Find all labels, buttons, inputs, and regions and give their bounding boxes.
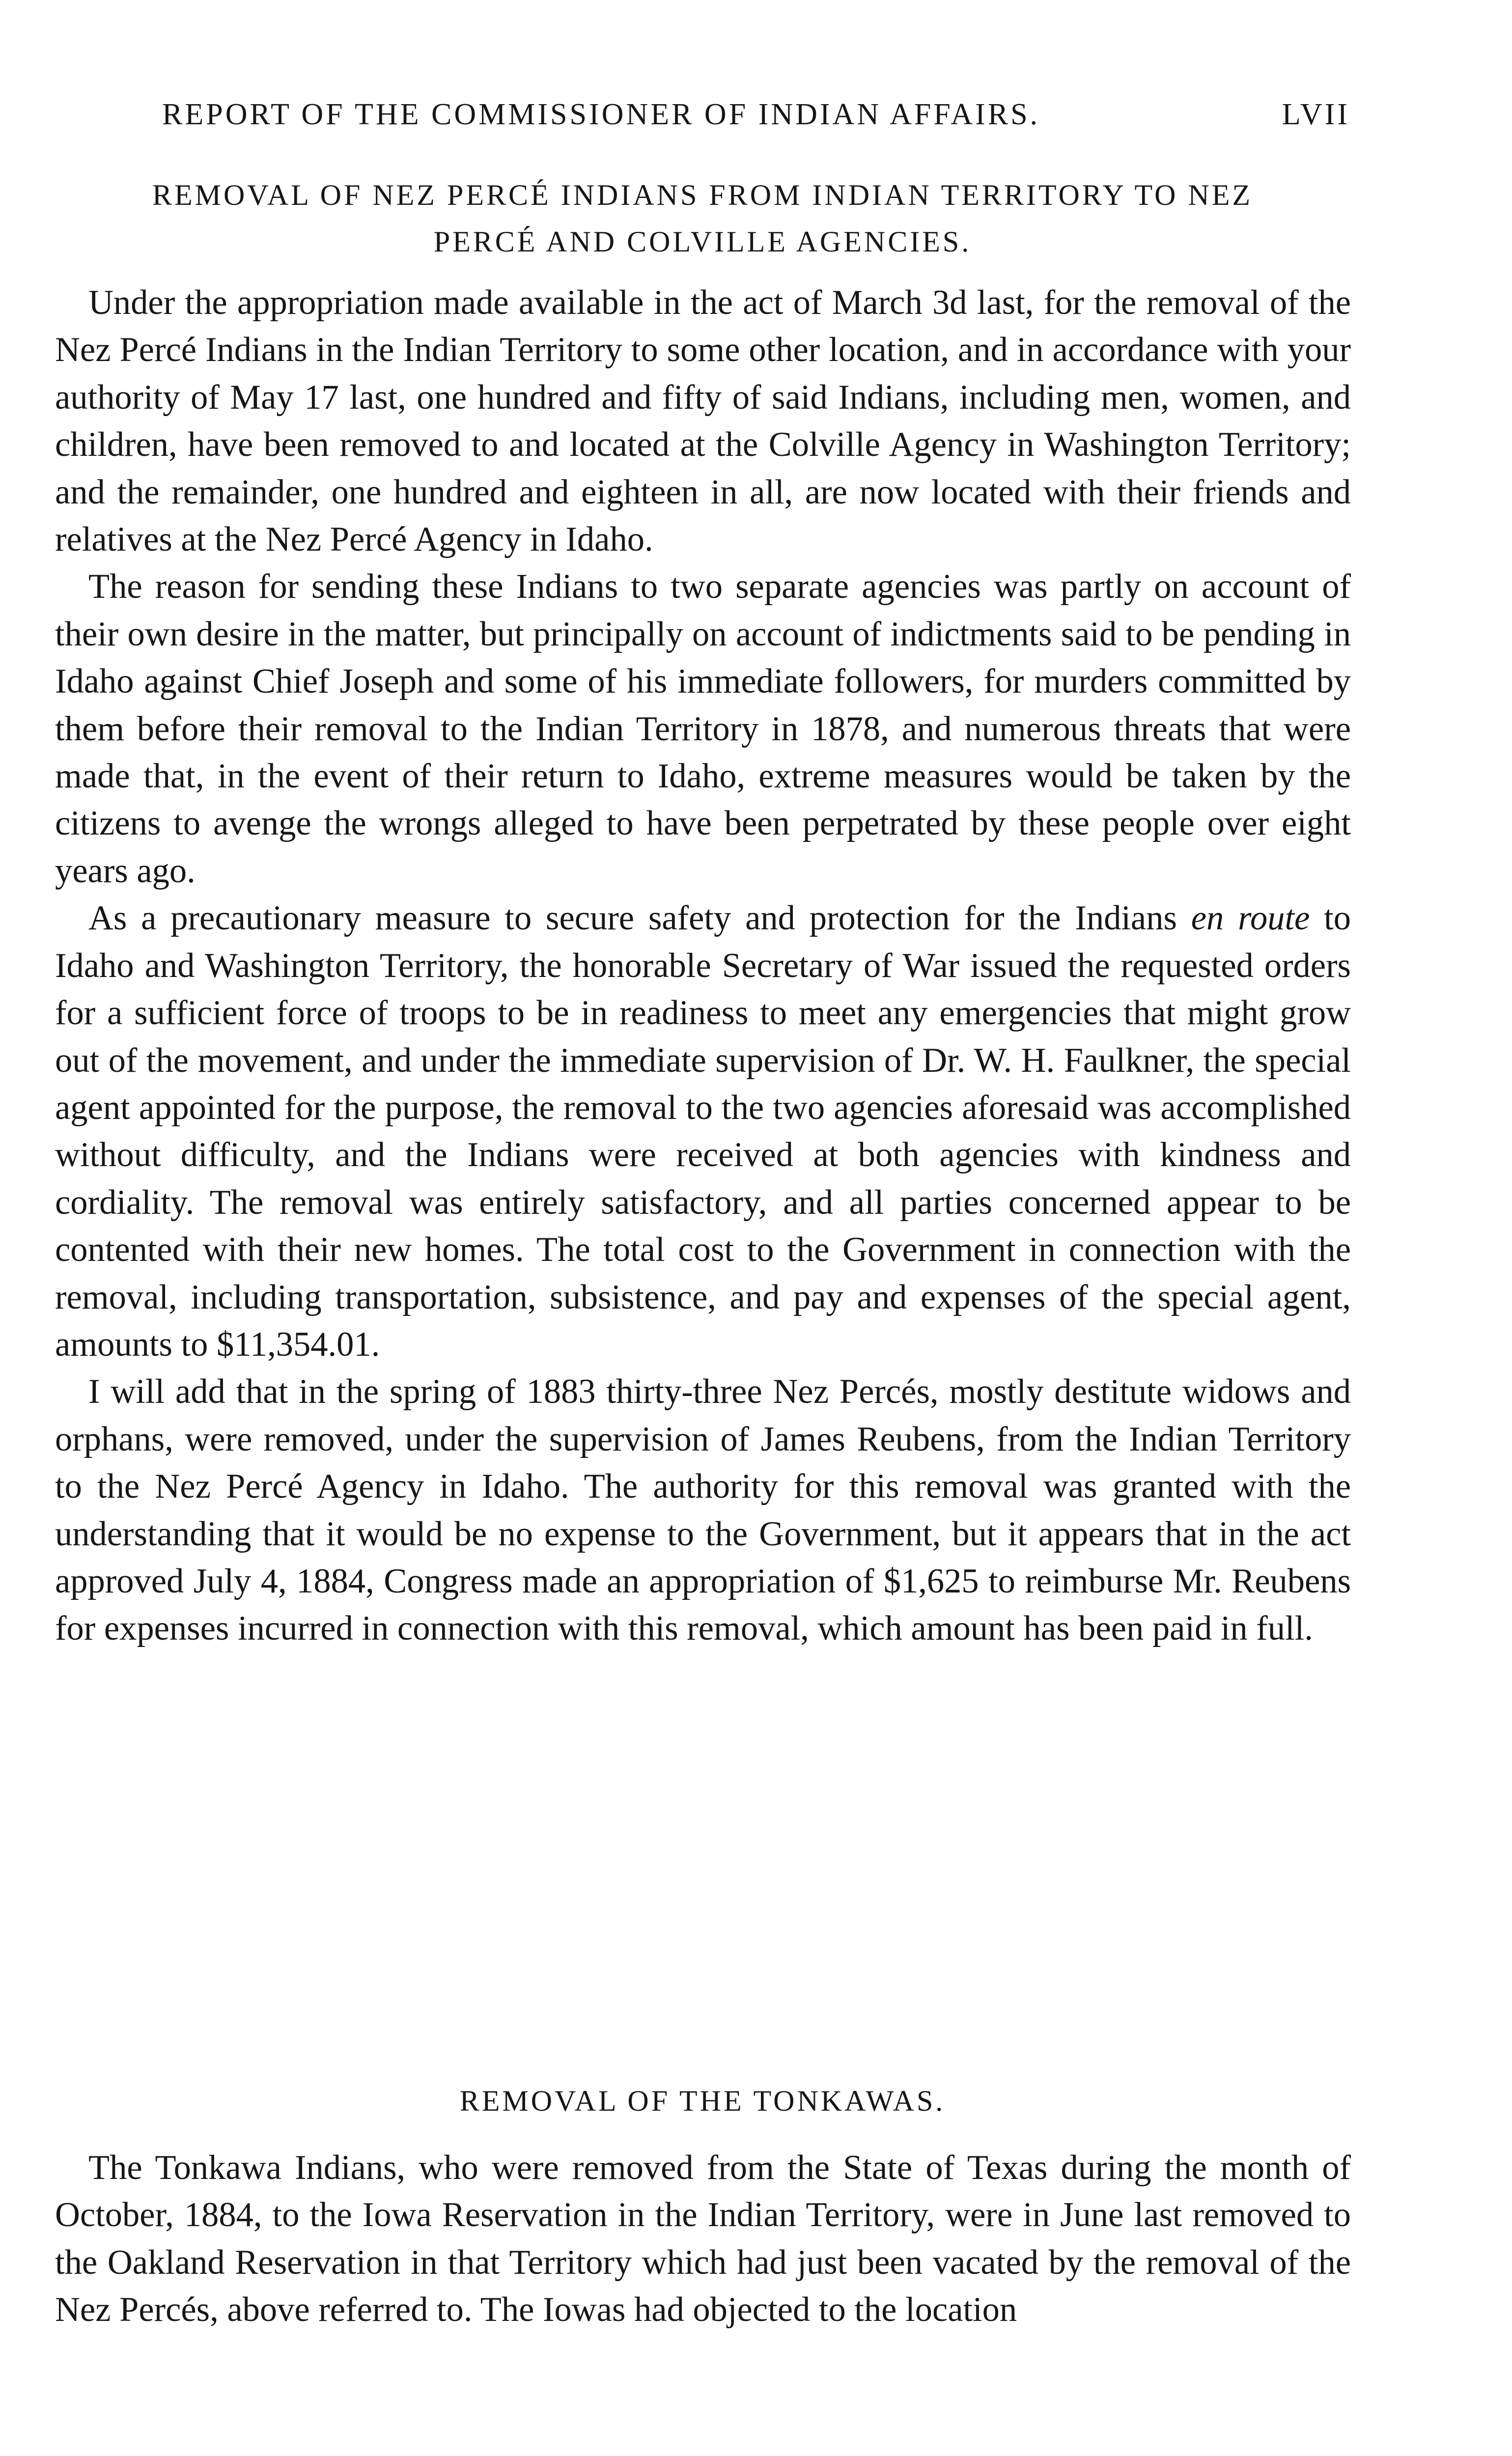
page-number: LVII [1282,98,1350,131]
paragraph-removal-summary: Under the appropriation made available in the act of March 3d last, for the removal of the Nez Percé Indians in the Indian Territory to some other location, and in accordance with your authority of May 17 last, one hundred and fifty of said Indians, including men, women, and children, have been removed to and located at the Colville Agency in Washington Territory; and the remainder, one hundred and eighteen in all, are now located with their friends and relatives at the Nez Percé Agency in Idaho. [55,283,1351,559]
paragraph-precautionary-measures [55,894,1351,1368]
italic-phrase-en-route: en route [1191,899,1310,938]
running-head [162,92,1350,137]
section-heading-line-2: PERCÉ AND COLVILLE AGENCIES. [433,225,972,258]
paragraph-tonkawa-removal: The Tonkawa Indians, who were removed from the State of Texas during the month of October, 1884, to the Iowa Reservation in the Indian Territory, were in June last removed to the Oakland Reservation in that Territory which had just been vacated by the removal of the Nez Percés, above referred to. The Iowas had objected to the location [55,2149,1351,2329]
section-heading-nez-perce [54,172,1351,265]
section-body-nez-perce [55,279,1351,1652]
paragraph-reason-for-separation: The reason for sending these Indians to two separate agencies was partly on account of their own desire in the matter, but principally on account of indictments said to be pending in Idaho against Chief Joseph and some of his immediate followers, for murders committed by them before their removal to the Indian Territory in 1878, and numerous threats that were made that, in the event of their return to Idaho, extreme measures would be taken by the citizens to avenge the wrongs alleged to have been perpetrated by these people over eight years ago. [55,567,1351,890]
section-heading-line-1: REMOVAL OF NEZ PERCÉ INDIANS FROM INDIAN TERRITORY TO NEZ [152,179,1253,211]
paragraph-text: to Idaho and Washington Territory, the honorable Secretary of War issued the requested orders for a sufficient force of troops to be in readiness to meet any emergencies that might grow out of the movement, and under the immediate supervision of Dr. W. H. Faulkner, the special agent appointed for the purpose, the removal to the two agencies aforesaid was accomplished without difficulty, and the Indians were received at both agencies with kindness and cordiality. The removal was entirely satisfactory, and all parties concerned appear to be contented with their new homes. The total cost to the Government in connection with the removal, including transportation, subsistence, and pay and expenses of the special agent, amounts to $11,354.01. [55,899,1351,1364]
running-head-title: REPORT OF THE COMMISSIONER OF INDIAN AFFAIRS. [162,98,1040,131]
paragraph-1883-removal: I will add that in the spring of 1883 thirty-three Nez Percés, mostly destitute widows and orphans, were removed, under the supervision of James Reubens, from the Indian Territory to the Nez Percé Agency in Idaho. The authority for this removal was granted with the understanding that it would be no expense to the Government, but it appears that in the act approved July 4, 1884, Congress made an appropriation of $1,625 to reimburse Mr. Reubens for expenses incurred in connection with this removal, which amount has been paid in full. [55,1372,1351,1648]
section-heading-tonkawas: REMOVAL OF THE TONKAWAS. [459,2085,946,2117]
section-body-tonkawas [55,2144,1351,2334]
paragraph-text: As a precautionary measure to secure safety and protection for the Indians [88,899,1191,938]
